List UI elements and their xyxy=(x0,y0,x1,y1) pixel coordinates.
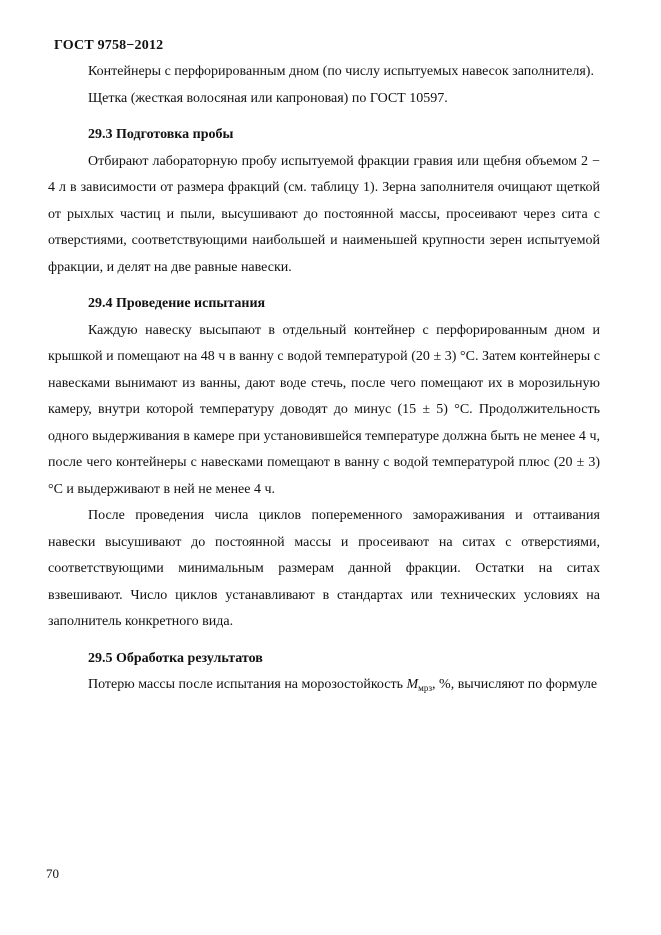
section-29-3-paragraph: Отбирают лабораторную пробу испытуемой фракции гравия или щебня объемом 2 − 4 л в зависимости от размера фракций (см. таблицу 1). Зерна заполнителя очищают щеткой от рыхлых частиц и пыли, высушивают до постоянной массы, просеивают через сита с отверстиями, соответствующими наибольшей и наименьшей крупности зерен испытуемой фракции, и делят на две равные навески. xyxy=(48,153,600,275)
equipment-item-brush: Щетка (жесткая волосяная или капроновая) по ГОСТ 10597. xyxy=(88,90,448,106)
document-body xyxy=(48,59,600,702)
section-29-4-paragraph-2: После проведения числа циклов попеременного замораживания и оттаивания навески высушивают до постоянной массы и просеивают на ситах с отверстиями, соответствующими минимальным размерам данной фракции. Остатки на ситах взвешивают. Число циклов устанавливают в стандартах или технических условиях на заполнитель конкретного вида. xyxy=(48,508,600,629)
section-heading-29-5: 29.5 Обработка результатов xyxy=(88,650,263,666)
section-29-5-paragraph xyxy=(48,672,600,702)
section-heading-29-4: 29.4 Проведение испытания xyxy=(88,296,266,311)
equipment-item-containers: Контейнеры с перфорированным дном (по числу испытуемых навесок заполнителя). xyxy=(88,64,594,79)
mass-loss-subscript: мрз xyxy=(418,683,433,693)
formula-intro-text: Потерю массы после испытания на морозостойкость xyxy=(88,677,407,692)
formula-intro-tail: , %, вычисляют по формуле xyxy=(432,677,598,692)
section-heading-29-3: 29.3 Подготовка пробы xyxy=(88,127,234,142)
mass-loss-symbol: М xyxy=(406,677,419,692)
document-code-header: ГОСТ 9758−2012 xyxy=(54,38,164,53)
section-29-4-paragraph-1: Каждую навеску высыпают в отдельный контейнер с перфорированным дном и крышкой и помещают на 48 ч в ванну с водой температурой (20 ± 3) °С. Затем контейнеры с навесками вынимают из ванны, дают воде стечь, после чего помещают их в морозильную камеру, внутри которой температуру доводят до минус (15 ± 5) °С. Продолжительность одного выдерживания в камере при установившейся температуре должна быть не менее 4 ч, после чего контейнеры с навесками помещают в ванну с водой температурой плюс (20 ± 3) °С и выдерживают в ней не менее 4 ч. xyxy=(48,322,600,497)
page-number: 70 xyxy=(46,866,59,881)
